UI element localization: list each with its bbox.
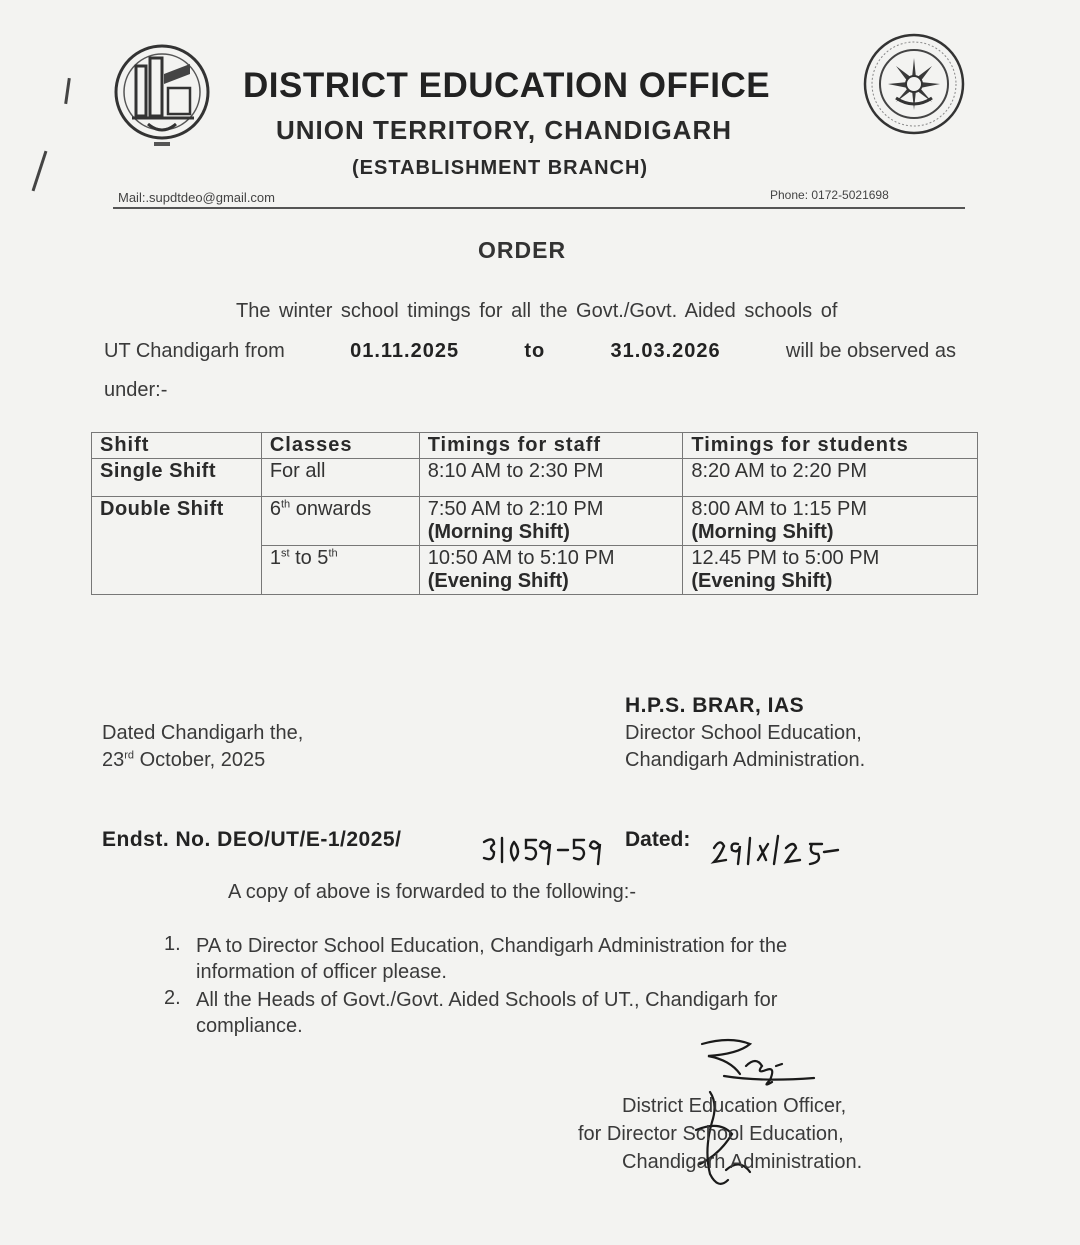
office-name: DISTRICT EDUCATION OFFICE (243, 66, 771, 105)
para-text-start: UT Chandigarh from (104, 340, 285, 362)
morning-staff: 7:50 AM to 2:10 PM (Morning Shift) (419, 497, 683, 546)
table-header-row (92, 433, 978, 459)
branch-name: (ESTABLISHMENT BRANCH) (352, 157, 649, 179)
signatory-admin: Chandigarh Administration. (625, 749, 866, 771)
closing-line3: Chandigarh Administration. (622, 1151, 863, 1173)
timings-table (91, 432, 978, 595)
header-student-timings: Timings for students (683, 433, 978, 459)
table-row (92, 497, 978, 546)
education-department-seal-icon (862, 32, 966, 136)
margin-mark-1 (64, 78, 71, 104)
single-shift-label: Single Shift (92, 459, 262, 497)
dated-line1: Dated Chandigarh the, (102, 722, 304, 744)
morning-students: 8:00 AM to 1:15 PM (Morning Shift) (683, 497, 978, 546)
double-shift-label: Double Shift (92, 497, 262, 595)
header-shift: Shift (92, 433, 262, 459)
handwritten-date (710, 830, 842, 870)
evening-shift-note: (Evening Shift) (691, 570, 833, 592)
evening-classes: 1st to 5th (261, 546, 419, 595)
endorsement-number: Endst. No. DEO/UT/E-1/2025/ (102, 828, 402, 851)
evening-students: 12.45 PM to 5:00 PM (Evening Shift) (683, 546, 978, 595)
para-text-end: will be observed as (785, 340, 956, 362)
order-para-line1: The winter school timings for all the Govt./Govt. Aided schools of (236, 300, 838, 322)
dated-label: Dated: (625, 828, 691, 851)
date-to: 31.03.2026 (610, 340, 721, 362)
morning-shift-note: (Morning Shift) (427, 521, 570, 543)
distribution-list (164, 933, 959, 1041)
dated-line2: 23rd October, 2025 (102, 749, 266, 771)
mail-address: Mail:.supdtdeo@gmail.com (118, 190, 275, 205)
list-item: 2. All the Heads of Govt./Govt. Aided Schools of UT., Chandigarh for compliance. (164, 987, 778, 1037)
order-title: ORDER (478, 237, 567, 263)
margin-mark-2 (32, 151, 48, 192)
single-shift-staff: 8:10 AM to 2:30 PM (419, 459, 683, 497)
chandigarh-emblem-icon (112, 44, 212, 154)
morning-classes: 6th onwards (261, 497, 419, 546)
table-row (92, 459, 978, 497)
single-shift-students: 8:20 AM to 2:20 PM (683, 459, 978, 497)
date-from: 01.11.2025 (350, 340, 460, 362)
to-word: to (524, 340, 546, 362)
evening-shift-note: (Evening Shift) (427, 570, 569, 592)
closing-line2: for Director School Education, (578, 1123, 844, 1145)
single-shift-classes: For all (261, 459, 419, 497)
forwarded-line: A copy of above is forwarded to the following:- (228, 881, 637, 903)
svg-text:29/10/25: 29/10/25 (710, 868, 714, 869)
phone-number: Phone: 0172-5021698 (770, 188, 889, 202)
header-staff-timings: Timings for staff (419, 433, 683, 459)
order-para-line2 (104, 340, 956, 363)
signatory-designation: Director School Education, (625, 722, 862, 744)
header-rule (113, 207, 965, 209)
header-classes: Classes (261, 433, 419, 459)
list-item: 1. PA to Director School Education, Chandigarh Administration for the information of officer please. (164, 933, 788, 983)
signatory-name: H.P.S. BRAR, IAS (625, 694, 805, 717)
territory-name: UNION TERRITORY, CHANDIGARH (276, 115, 733, 145)
order-para-line3: under:- (104, 379, 168, 401)
morning-shift-note: (Morning Shift) (691, 521, 834, 543)
handwritten-endorsement-number (480, 832, 605, 868)
svg-text:31058-59: 31058-59 (480, 866, 485, 867)
evening-staff: 10:50 AM to 5:10 PM (Evening Shift) (419, 546, 683, 595)
closing-line1: District Education Officer, (622, 1095, 847, 1117)
